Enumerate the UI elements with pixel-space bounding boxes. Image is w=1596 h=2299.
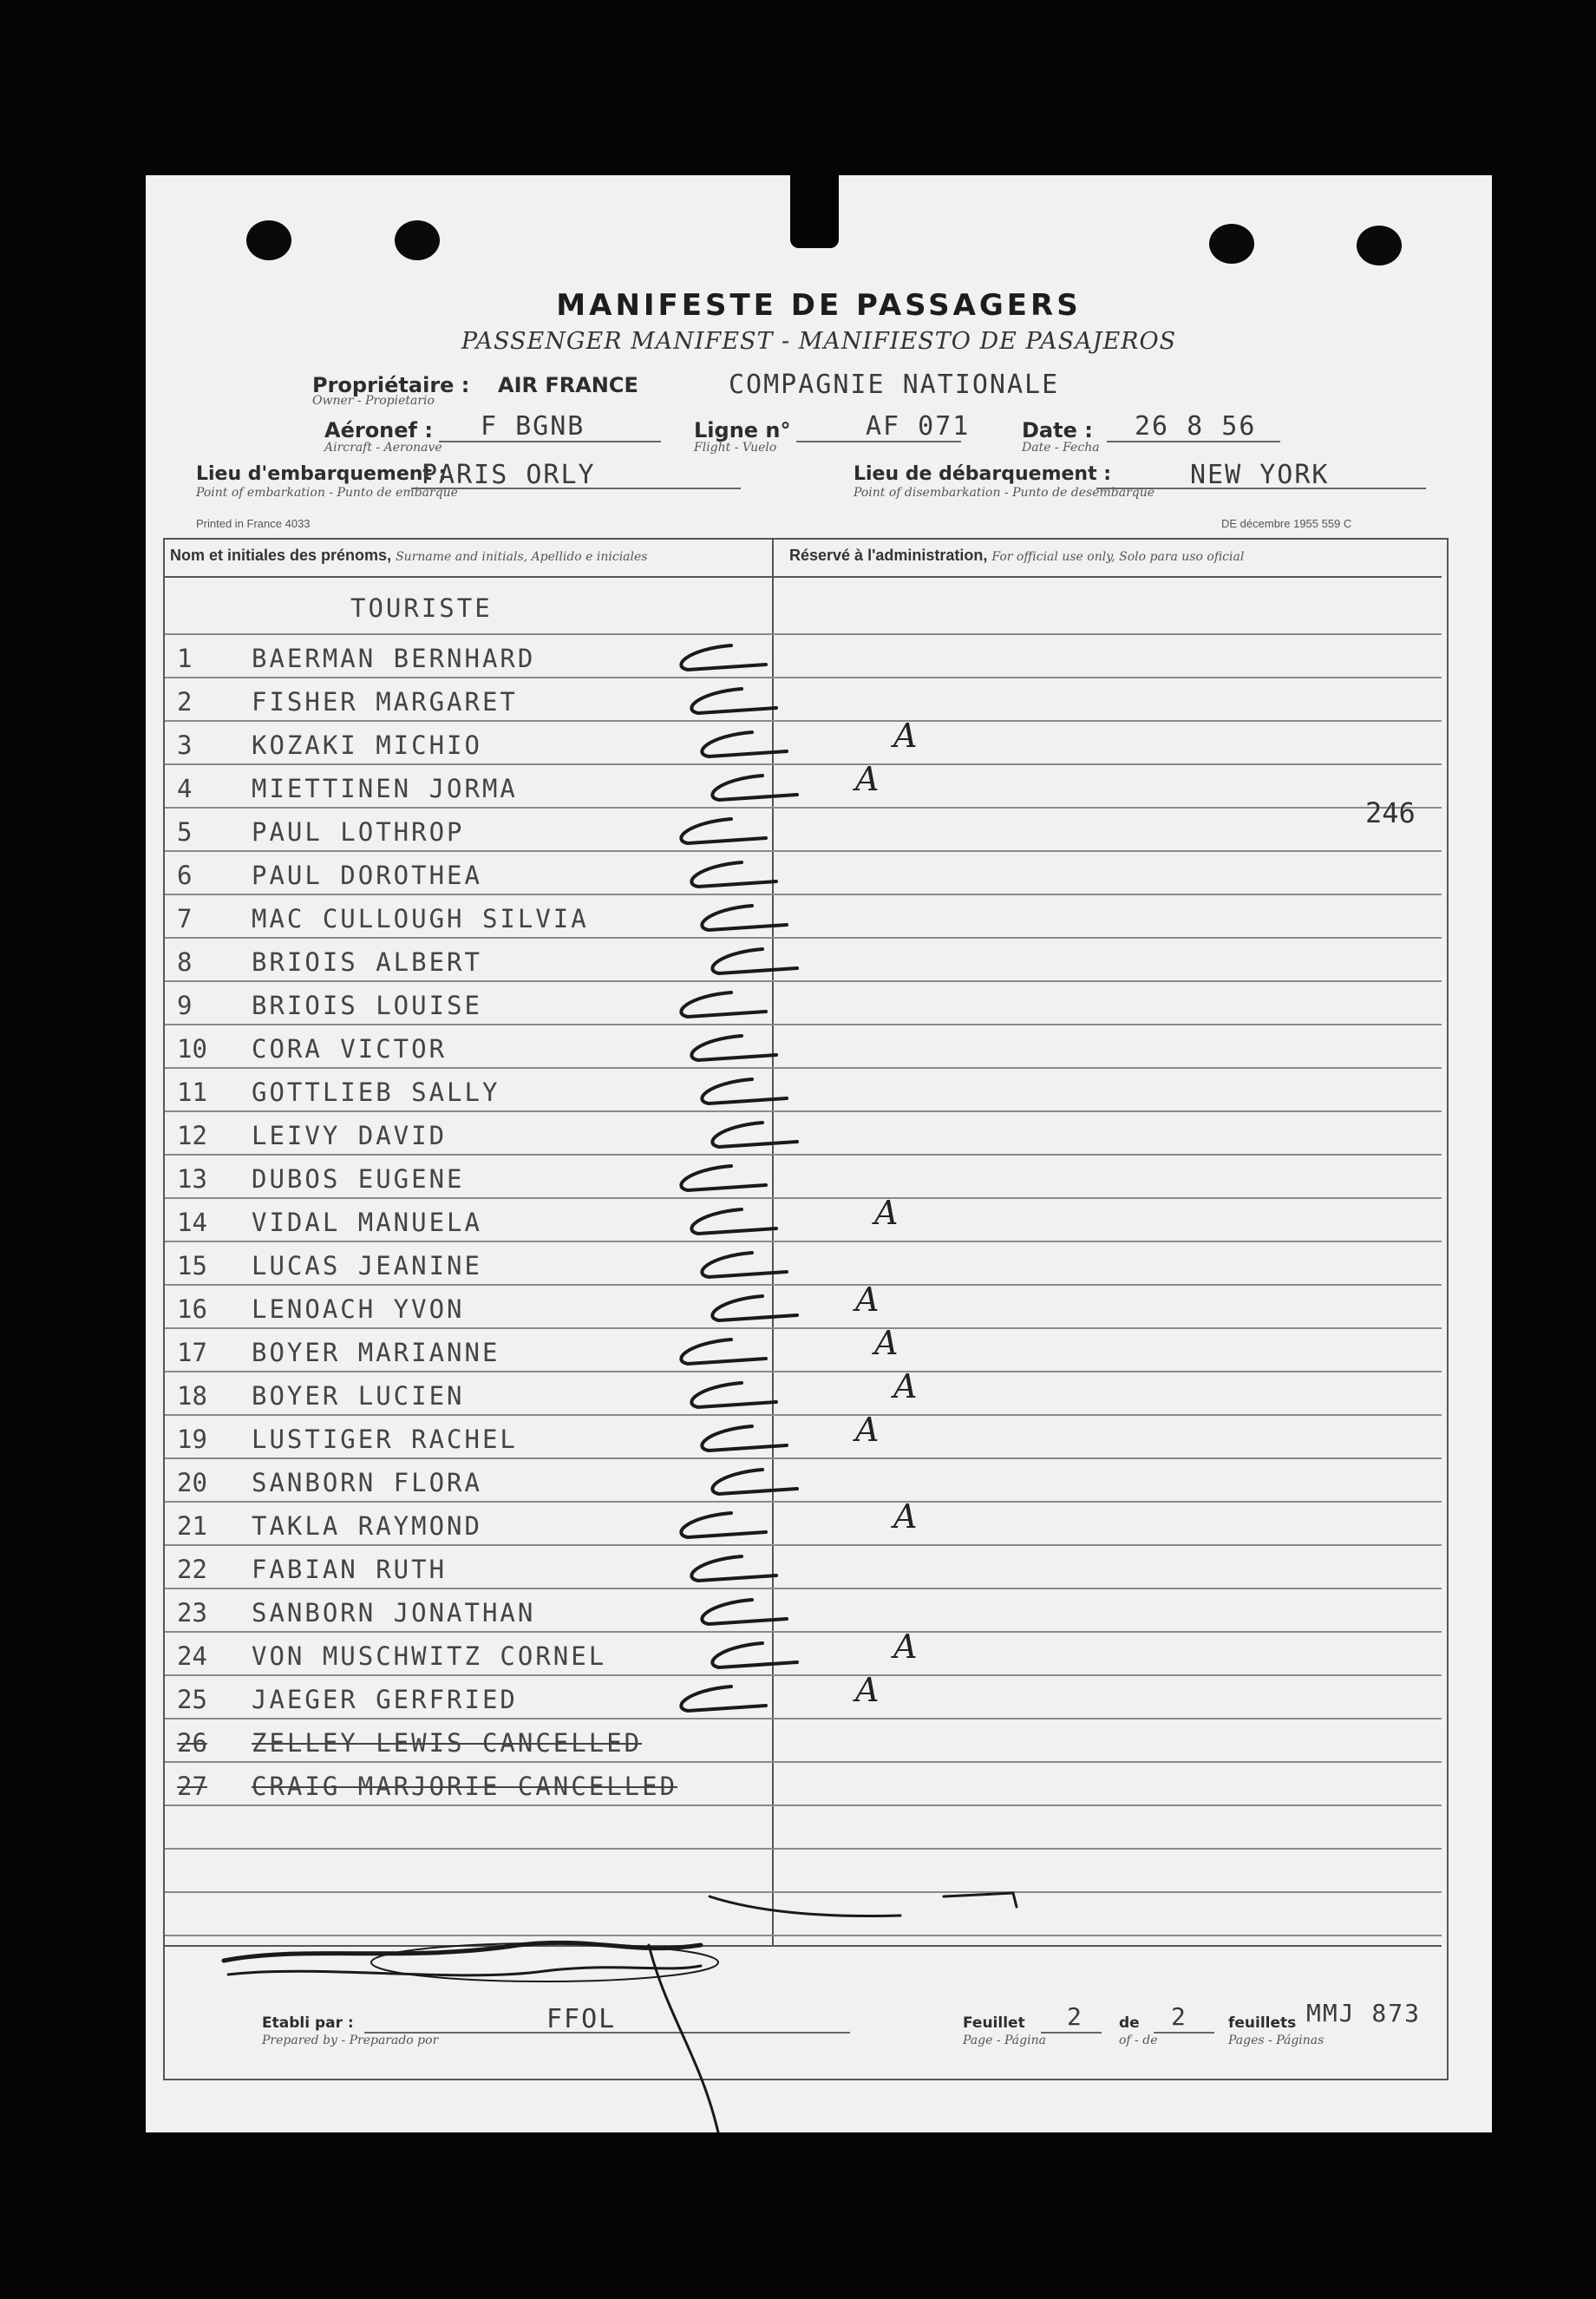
passenger-number: 10	[177, 1034, 207, 1064]
ruled-line	[165, 1804, 1442, 1806]
passenger-number: 8	[177, 947, 193, 977]
footer-rule	[165, 1945, 1442, 1947]
passenger-row	[165, 854, 1442, 894]
admin-mark: A	[855, 1411, 880, 1449]
passenger-table	[163, 538, 1449, 2080]
admin-number: 246	[1365, 796, 1416, 829]
passenger-row	[165, 940, 1442, 980]
punch-hole	[395, 220, 440, 260]
passenger-row	[165, 680, 1442, 720]
pages-sublabel: Pages - Páginas	[1228, 2034, 1325, 2047]
passenger-name: BRIOIS LOUISE	[252, 991, 482, 1020]
passenger-name: BOYER LUCIEN	[252, 1381, 465, 1411]
passenger-name: JAEGER GERFRIED	[252, 1685, 518, 1714]
passenger-row	[165, 1591, 1442, 1631]
section-label: TOURISTE	[350, 593, 493, 623]
disembarkation-underline	[1096, 488, 1426, 489]
ruled-line	[165, 1891, 1442, 1893]
column-header-name-bold: Nom et initiales des prénoms,	[170, 547, 392, 564]
ruled-line	[165, 720, 1442, 722]
admin-mark: A	[855, 1671, 880, 1709]
passenger-row	[165, 897, 1442, 937]
ruled-line	[165, 1241, 1442, 1242]
printed-note: Printed in France 4033	[196, 517, 311, 530]
passenger-number: 22	[177, 1555, 207, 1584]
ruled-line	[165, 1631, 1442, 1633]
column-header-name	[170, 547, 647, 565]
ruled-line	[165, 1761, 1442, 1763]
ruled-line	[165, 1544, 1442, 1546]
passenger-number: 23	[177, 1598, 207, 1628]
flight-label: Ligne n°	[694, 418, 791, 442]
admin-mark: A	[855, 760, 880, 798]
prepared-by-value: FFOL	[546, 2004, 617, 2034]
passenger-row	[165, 1628, 1442, 1674]
total-pages-value: 2	[1171, 2002, 1187, 2031]
ruled-line	[165, 1935, 1442, 1936]
date-label: Date :	[1022, 418, 1093, 442]
passenger-name: CRAIG MARJORIE CANCELLED	[252, 1772, 678, 1801]
passenger-number: 6	[177, 861, 193, 890]
passenger-row	[165, 1244, 1442, 1284]
column-header-name-italic: Surname and initials, Apellido e iniciales	[396, 550, 648, 564]
ruled-line	[165, 1154, 1442, 1156]
passenger-number: 4	[177, 774, 193, 803]
manifest-title: MANIFESTE DE PASSAGERS	[556, 288, 1082, 323]
ruled-line	[165, 1674, 1442, 1676]
owner-company: AIR FRANCE	[498, 373, 638, 397]
admin-mark: A	[874, 1324, 899, 1362]
passenger-name: BOYER MARIANNE	[252, 1338, 500, 1367]
ruled-line	[165, 763, 1442, 765]
embarkation-value: PARIS ORLY	[422, 460, 596, 490]
ruled-line	[165, 980, 1442, 982]
ruled-line	[165, 1024, 1442, 1025]
passenger-row	[165, 1411, 1442, 1457]
ruled-line	[165, 894, 1442, 895]
passenger-number: 9	[177, 991, 193, 1020]
passenger-number: 27	[177, 1772, 207, 1801]
pages-label: feuillets	[1228, 2014, 1297, 2032]
passenger-number: 24	[177, 1641, 207, 1671]
admin-mark: A	[855, 1280, 880, 1319]
ruled-line	[165, 1371, 1442, 1372]
passenger-name: DUBOS EUGENE	[252, 1164, 465, 1194]
owner-typed-name: COMPAGNIE NATIONALE	[729, 370, 1060, 400]
admin-mark: A	[893, 1367, 918, 1405]
passenger-name: VIDAL MANUELA	[252, 1208, 482, 1237]
passenger-row	[165, 1280, 1442, 1327]
disembarkation-sublabel: Point of disembarkation - Punto de desembarque	[854, 486, 1155, 500]
passenger-number: 19	[177, 1425, 207, 1454]
ruled-line	[165, 1848, 1442, 1850]
passenger-number: 15	[177, 1251, 207, 1280]
passenger-number: 13	[177, 1164, 207, 1194]
passenger-row	[165, 1461, 1442, 1501]
embarkation-sublabel: Point of embarkation - Punto de embarque	[196, 486, 458, 500]
passenger-name: LEIVY DAVID	[252, 1121, 448, 1150]
passenger-row	[165, 1721, 1442, 1761]
owner-sublabel: Owner - Propietario	[312, 394, 435, 408]
aircraft-value: F BGNB	[481, 411, 585, 442]
reference-code: MMJ 873	[1306, 1999, 1422, 2027]
manifest-subtitle: PASSENGER MANIFEST - MANIFIESTO DE PASAJEROS	[461, 328, 1177, 355]
ruled-line	[165, 1067, 1442, 1069]
ruled-line	[165, 633, 1442, 635]
manifest-page	[146, 175, 1492, 2132]
passenger-row	[165, 1548, 1442, 1588]
passenger-number: 16	[177, 1294, 207, 1324]
passenger-row	[165, 1765, 1442, 1804]
passenger-row	[165, 1497, 1442, 1544]
aircraft-sublabel: Aircraft - Aeronave	[324, 441, 442, 455]
ruled-line	[165, 850, 1442, 852]
punch-hole	[1357, 226, 1402, 265]
passenger-name: FISHER MARGARET	[252, 687, 518, 717]
prepared-by-sublabel: Prepared by - Preparado por	[262, 2034, 439, 2047]
prepared-by-underline	[364, 2032, 850, 2034]
passenger-number: 20	[177, 1468, 207, 1497]
passenger-name: MIETTINEN JORMA	[252, 774, 518, 803]
passenger-name: KOZAKI MICHIO	[252, 730, 482, 760]
passenger-row	[165, 1114, 1442, 1154]
disembarkation-label: Lieu de débarquement :	[854, 463, 1112, 485]
column-header-admin	[789, 547, 1244, 565]
page-value: 2	[1067, 2002, 1083, 2031]
aircraft-label: Aéronef :	[324, 418, 433, 442]
date-underline	[1107, 441, 1280, 442]
ruled-line	[165, 1588, 1442, 1589]
passenger-name: MAC CULLOUGH SILVIA	[252, 904, 589, 933]
ruled-line	[165, 1327, 1442, 1329]
passenger-name: BRIOIS ALBERT	[252, 947, 482, 977]
ruled-line	[165, 1718, 1442, 1719]
passenger-row	[165, 1157, 1442, 1197]
passenger-number: 2	[177, 687, 193, 717]
passenger-name: SANBORN FLORA	[252, 1468, 482, 1497]
of-sublabel: of - de	[1119, 2034, 1158, 2047]
passenger-name: BAERMAN BERNHARD	[252, 644, 536, 673]
ruled-line	[165, 1457, 1442, 1459]
form-reference: DE décembre 1955 559 C	[1221, 517, 1352, 530]
admin-mark: A	[874, 1194, 899, 1232]
passenger-number: 7	[177, 904, 193, 933]
passenger-row	[165, 760, 1442, 807]
of-label: de	[1119, 2014, 1140, 2032]
passenger-row	[165, 1194, 1442, 1241]
flight-underline	[796, 441, 961, 442]
passenger-row	[165, 1367, 1442, 1414]
admin-mark: A	[893, 1628, 918, 1666]
passenger-name: LENOACH YVON	[252, 1294, 465, 1324]
embarkation-underline	[411, 488, 741, 489]
page-sublabel: Page - Página	[963, 2034, 1046, 2047]
passenger-name: PAUL DOROTHEA	[252, 861, 482, 890]
date-value: 26 8 56	[1135, 411, 1257, 442]
ruled-line	[165, 677, 1442, 678]
passenger-row	[165, 637, 1442, 677]
passenger-row	[165, 1324, 1442, 1371]
passenger-number: 11	[177, 1077, 207, 1107]
passenger-row	[165, 1071, 1442, 1110]
ruled-line	[165, 1197, 1442, 1199]
passenger-name: PAUL LOTHROP	[252, 817, 465, 847]
ruled-line	[165, 1284, 1442, 1286]
passenger-number: 18	[177, 1381, 207, 1411]
column-header-admin-italic: For official use only, Solo para uso oficial	[991, 550, 1245, 564]
passenger-name: FABIAN RUTH	[252, 1555, 448, 1584]
page-label: Feuillet	[963, 2014, 1025, 2032]
admin-mark: A	[893, 1497, 918, 1536]
passenger-number: 25	[177, 1685, 207, 1714]
owner-label: Propriétaire :	[312, 373, 470, 397]
passenger-number: 12	[177, 1121, 207, 1150]
aircraft-underline	[439, 441, 661, 442]
passenger-number: 26	[177, 1728, 207, 1758]
passenger-name: ZELLEY LEWIS CANCELLED	[252, 1728, 643, 1758]
punch-hole	[246, 220, 291, 260]
passenger-row	[165, 810, 1442, 850]
passenger-name: TAKLA RAYMOND	[252, 1511, 482, 1541]
passenger-number: 21	[177, 1511, 207, 1541]
passenger-number: 5	[177, 817, 193, 847]
passenger-name: VON MUSCHWITZ CORNEL	[252, 1641, 607, 1671]
disembarkation-value: NEW YORK	[1190, 460, 1330, 490]
passenger-number: 14	[177, 1208, 207, 1237]
passenger-number: 3	[177, 730, 193, 760]
header-rule	[165, 576, 1442, 578]
ruled-line	[165, 1501, 1442, 1503]
flight-value: AF 071	[866, 411, 971, 442]
binder-notch	[790, 175, 839, 248]
embarkation-label: Lieu d'embarquement :	[196, 463, 447, 485]
admin-mark: A	[893, 717, 918, 755]
passenger-name: LUCAS JEANINE	[252, 1251, 482, 1280]
passenger-row	[165, 717, 1442, 763]
column-header-admin-bold: Réservé à l'administration,	[789, 547, 988, 564]
passenger-name: LUSTIGER RACHEL	[252, 1425, 518, 1454]
flight-sublabel: Flight - Vuelo	[694, 441, 777, 455]
passenger-row	[165, 1671, 1442, 1718]
passenger-name: CORA VICTOR	[252, 1034, 448, 1064]
passenger-number: 1	[177, 644, 193, 673]
passenger-row	[165, 984, 1442, 1024]
punch-hole	[1209, 224, 1254, 264]
passenger-name: GOTTLIEB SALLY	[252, 1077, 500, 1107]
passenger-number: 17	[177, 1338, 207, 1367]
passenger-name: SANBORN JONATHAN	[252, 1598, 536, 1628]
prepared-by-label: Etabli par :	[262, 2014, 354, 2032]
passenger-row	[165, 1027, 1442, 1067]
ruled-line	[165, 937, 1442, 939]
ruled-line	[165, 807, 1442, 809]
ruled-line	[165, 1414, 1442, 1416]
ruled-line	[165, 1110, 1442, 1112]
date-sublabel: Date - Fecha	[1022, 441, 1100, 455]
